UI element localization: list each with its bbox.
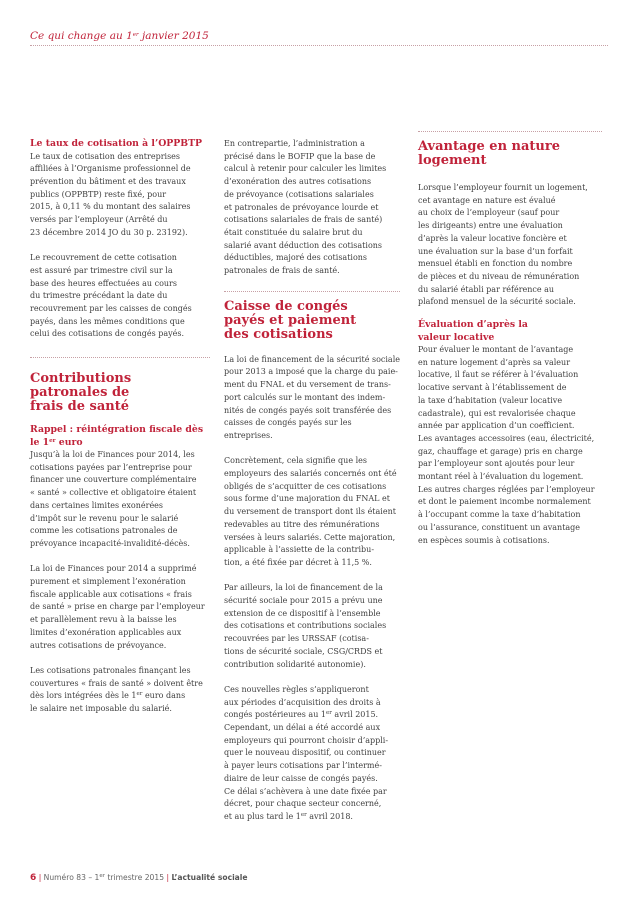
paragraph: Concrètement, cela signifie que les employeurs des salariés concernés ont été obligés de s’acquitter de ces cotisations sous forme d’une majoration du FNAL et du versement de transport dont ils étaient redevables au titre des rémunérations versées à leurs salariés. Cette majoration, applicable à l’assiette de la contribu- tion, a été fixée par décret à 11,5 %. [224,456,397,567]
paragraph: Jusqu’à la loi de Finances pour 2014, les cotisations payées par l’entreprise pour financer une couverture complémentaire « santé » collective et obligatoire étaient dans certaines limites exonérées d’impôt sur le revenu pour le salarié comme les cotisations patronales de prévoyance incapacité-invalidité-décès. [30,450,197,548]
section-divider [418,131,602,132]
header-divider [30,45,608,46]
paragraph: Lorsque l’employeur fournit un logement, cet avantage en nature est évalué au choix de l’employeur (sauf pour les dirigeants) entre une évaluation d’après la valeur locative foncière et une évaluation sur la base d’un forfait mensuel établi en fonction du nombre de pièces et du niveau de rémunération du salarié établi par référence au plafond mensuel de la sécurité sociale. [418,183,588,307]
paragraph: Ces nouvelles règles s’appliqueront aux périodes d’acquisition des droits à congés postérieures au 1er avril 2015. Cependant, un délai a été accordé aux employeurs qui pourront choisir d’appli- quer le nouveau dispositif, ou continuer à payer leurs cotisations par l’intermé- diaire de leur caisse de congés payés. Ce délai s’achèvera à une date fixée par décret, pour chaque secteur concerné, et au plus tard le 1er avril 2018. [224,684,389,821]
publication-name: L’actualité sociale [171,873,248,882]
section-heading-caisse-conges: Caisse de congés payés et paiement des cotisations [224,298,357,342]
subheading-valeur-locative: Évaluation d’après la valeur locative [418,319,528,343]
section-divider [224,291,400,292]
issue-label: Numéro 83 – 1er trimestre 2015 [43,873,165,882]
paragraph: La loi de financement de la sécurité sociale pour 2013 a imposé que la charge du paie- ment du FNAL et du versement de trans- port calculés sur le montant des indem- nités de congés payés soit transférée des caisses de congés payés sur les entreprises. [224,354,400,440]
section-heading-avantage-logement: Avantage en nature logement [418,139,561,168]
footer-separator: | [38,873,42,882]
footer-separator: | [166,873,170,882]
column-1 [30,138,210,716]
subheading-oppbtp: Le taux de cotisation à l’OPPBTP [30,138,203,149]
column-2 [224,138,400,824]
paragraph: Par ailleurs, la loi de financement de la sécurité sociale pour 2015 a prévu une extension de ce dispositif à l’ensemble des cotisations et contributions sociales recouvrées par les URSSAF (cotisa- tions de sécurité sociale, CSG/CRDS et contribution solidarité autonomie). [224,583,387,669]
paragraph: Le recouvrement de cette cotisation est assuré par trimestre civil sur la base des heures effectuées au cours du trimestre précédant la date du recouvrement par les caisses de congés payés, dans les mêmes conditions que celui des cotisations de congés payés. [30,253,192,339]
section-heading-frais-de-sante: Contributions patronales de frais de santé [30,371,132,415]
paragraph: En contrepartie, l’administration a précisé dans le BOFIP que la base de calcul à retenir pour calculer les limites d’exonération des autres cotisations de prévoyance (cotisations salariales et patronales de prévoyance lourde et cotisations salariales de frais de santé) était constituée du salaire brut du salarié avant déduction des cotisations déductibles, majoré des cotisations patronales de frais de santé. [224,139,387,276]
paragraph: La loi de Finances pour 2014 a supprimé purement et simplement l’exonération fiscale applicable aux cotisations « frais de santé » prise en charge par l’employeur et parallèlement revu à la baisse les limites d’exonération applicables aux autres cotisations de prévoyance. [30,564,205,650]
page-footer [30,873,248,883]
paragraph: Pour évaluer le montant de l’avantage en nature logement d’après sa valeur locative, il faut se référer à l’évaluation locative servant à l’établissement de la taxe d’habitation (valeur locative cadastrale), qui est revalorisée chaque année par application d’un coefficient. Les avantages accessoires (eau, électricité, gaz, chauffage et garage) pris en charge par l’employeur sont ajoutés pour leur montant réel à l’évaluation du logement. Les autres charges réglées par l’employeur et dont le paiement incombe normalement à l’occupant comme la taxe d’habitation ou l’assurance, constituent un avantage en espèces soumis à cotisations. [418,345,595,545]
paragraph: Le taux de cotisation des entreprises affiliées à l’Organisme professionnel de prévention du bâtiment et des travaux publics (OPPBTP) reste fixé, pour 2015, à 0,11 % du montant des salaires versés par l’employeur (Arrêté du 23 décembre 2014 JO du 30 p. 23192). [30,151,191,237]
page-number: 6 [30,873,37,883]
paragraph: Les cotisations patronales finançant les couvertures « frais de santé » doivent être dès lors intégrées dès le 1er euro dans le salaire net imposable du salarié. [30,665,203,714]
section-divider [30,357,210,358]
running-header: Ce qui change au 1er janvier 2015 [30,30,209,42]
subheading-reintegration: Rappel : réintégration fiscale dès le 1er euro [30,424,204,448]
column-3 [418,131,602,547]
